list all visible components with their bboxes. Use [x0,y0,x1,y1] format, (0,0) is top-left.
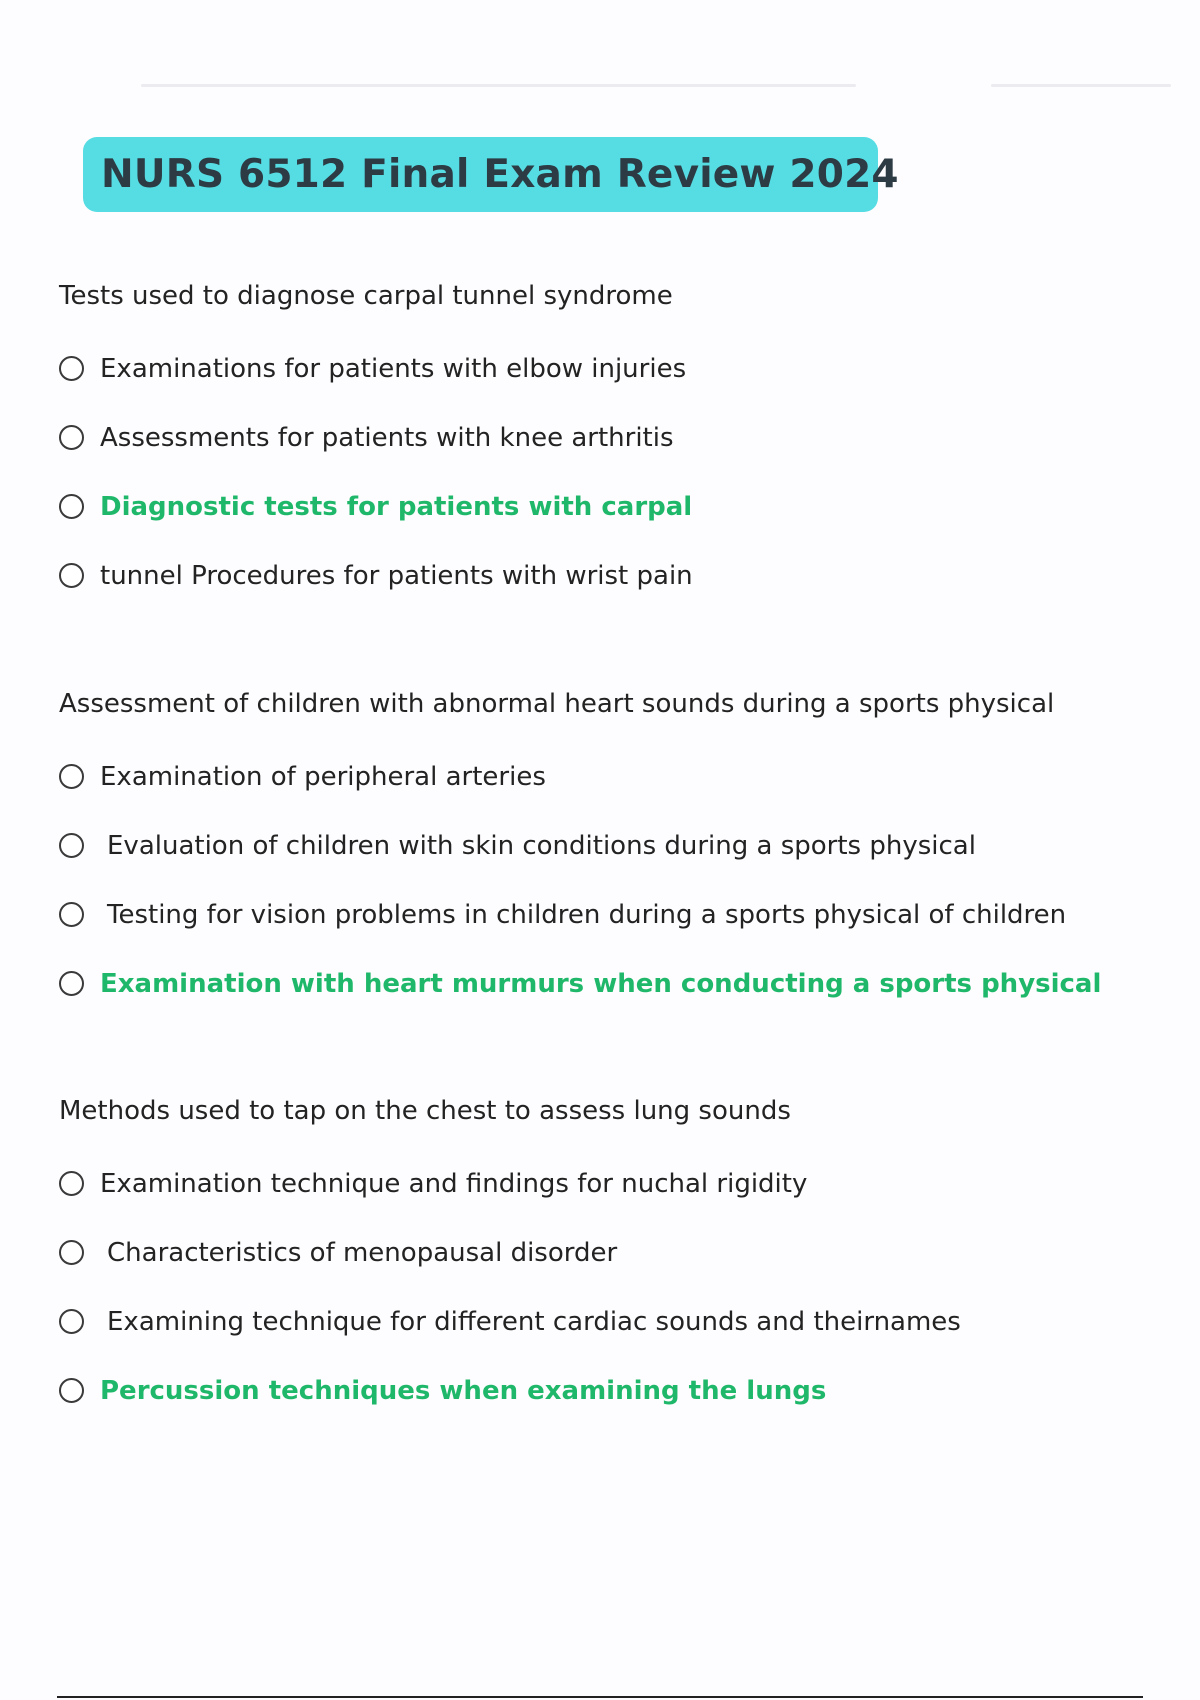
answer-option-label: tunnel Procedures for patients with wrist pain [100,560,693,591]
answer-option[interactable] [59,1218,1169,1287]
radio-circle-icon[interactable] [59,971,84,996]
radio-circle-icon[interactable] [59,764,84,789]
header-divider-right [991,84,1171,87]
radio-circle-icon[interactable] [59,833,84,858]
header-divider-left [141,84,856,87]
answer-option-label: Characteristics of menopausal disorder [107,1237,618,1268]
question-text: Tests used to diagnose carpal tunnel syndrome [59,281,673,311]
radio-circle-icon[interactable] [59,1378,84,1403]
radio-circle-icon[interactable] [59,1309,84,1334]
radio-circle-icon[interactable] [59,425,84,450]
answer-option-correct[interactable] [59,949,1169,1018]
answer-option-label: Examination technique and findings for nuchal rigidity [100,1168,808,1199]
question-text: Assessment of children with abnormal heart sounds during a sports physical [59,689,1055,719]
radio-circle-icon[interactable] [59,494,84,519]
answer-option[interactable] [59,742,1169,811]
correct-answer-label: Percussion techniques when examining the lungs [100,1375,827,1406]
answer-option-label: Testing for vision problems in children during a sports physical of children [107,899,1067,930]
radio-circle-icon[interactable] [59,1240,84,1265]
answer-option[interactable] [59,1287,1169,1356]
question-text: Methods used to tap on the chest to assess lung sounds [59,1096,791,1126]
answer-option-label: Examining technique for different cardiac sounds and theirnames [107,1306,961,1337]
answer-option[interactable] [59,811,1169,880]
radio-circle-icon[interactable] [59,563,84,588]
title-banner [83,137,899,212]
answer-option-correct[interactable] [59,1356,1169,1425]
answer-option[interactable] [59,541,1169,610]
question-block-1 [59,279,1169,610]
radio-circle-icon[interactable] [59,902,84,927]
answer-option-label: Evaluation of children with skin conditions during a sports physical [107,830,976,861]
answer-option-label: Examination of peripheral arteries [100,761,546,792]
correct-answer-label: Diagnostic tests for patients with carpal [100,491,693,522]
question-block-3 [59,1094,1169,1425]
answer-option[interactable] [59,403,1169,472]
footer-divider [57,1696,1143,1698]
answer-option[interactable] [59,880,1169,949]
question-block-2 [59,687,1169,1018]
answer-option-correct[interactable] [59,472,1169,541]
answer-option-label: Examinations for patients with elbow injuries [100,353,687,384]
answer-option[interactable] [59,334,1169,403]
radio-circle-icon[interactable] [59,1171,84,1196]
answer-option-label: Assessments for patients with knee arthritis [100,422,674,453]
answer-option[interactable] [59,1149,1169,1218]
page-title: NURS 6512 Final Exam Review 2024 [101,152,899,197]
radio-circle-icon[interactable] [59,356,84,381]
correct-answer-label: Examination with heart murmurs when conducting a sports physical [100,968,1102,999]
